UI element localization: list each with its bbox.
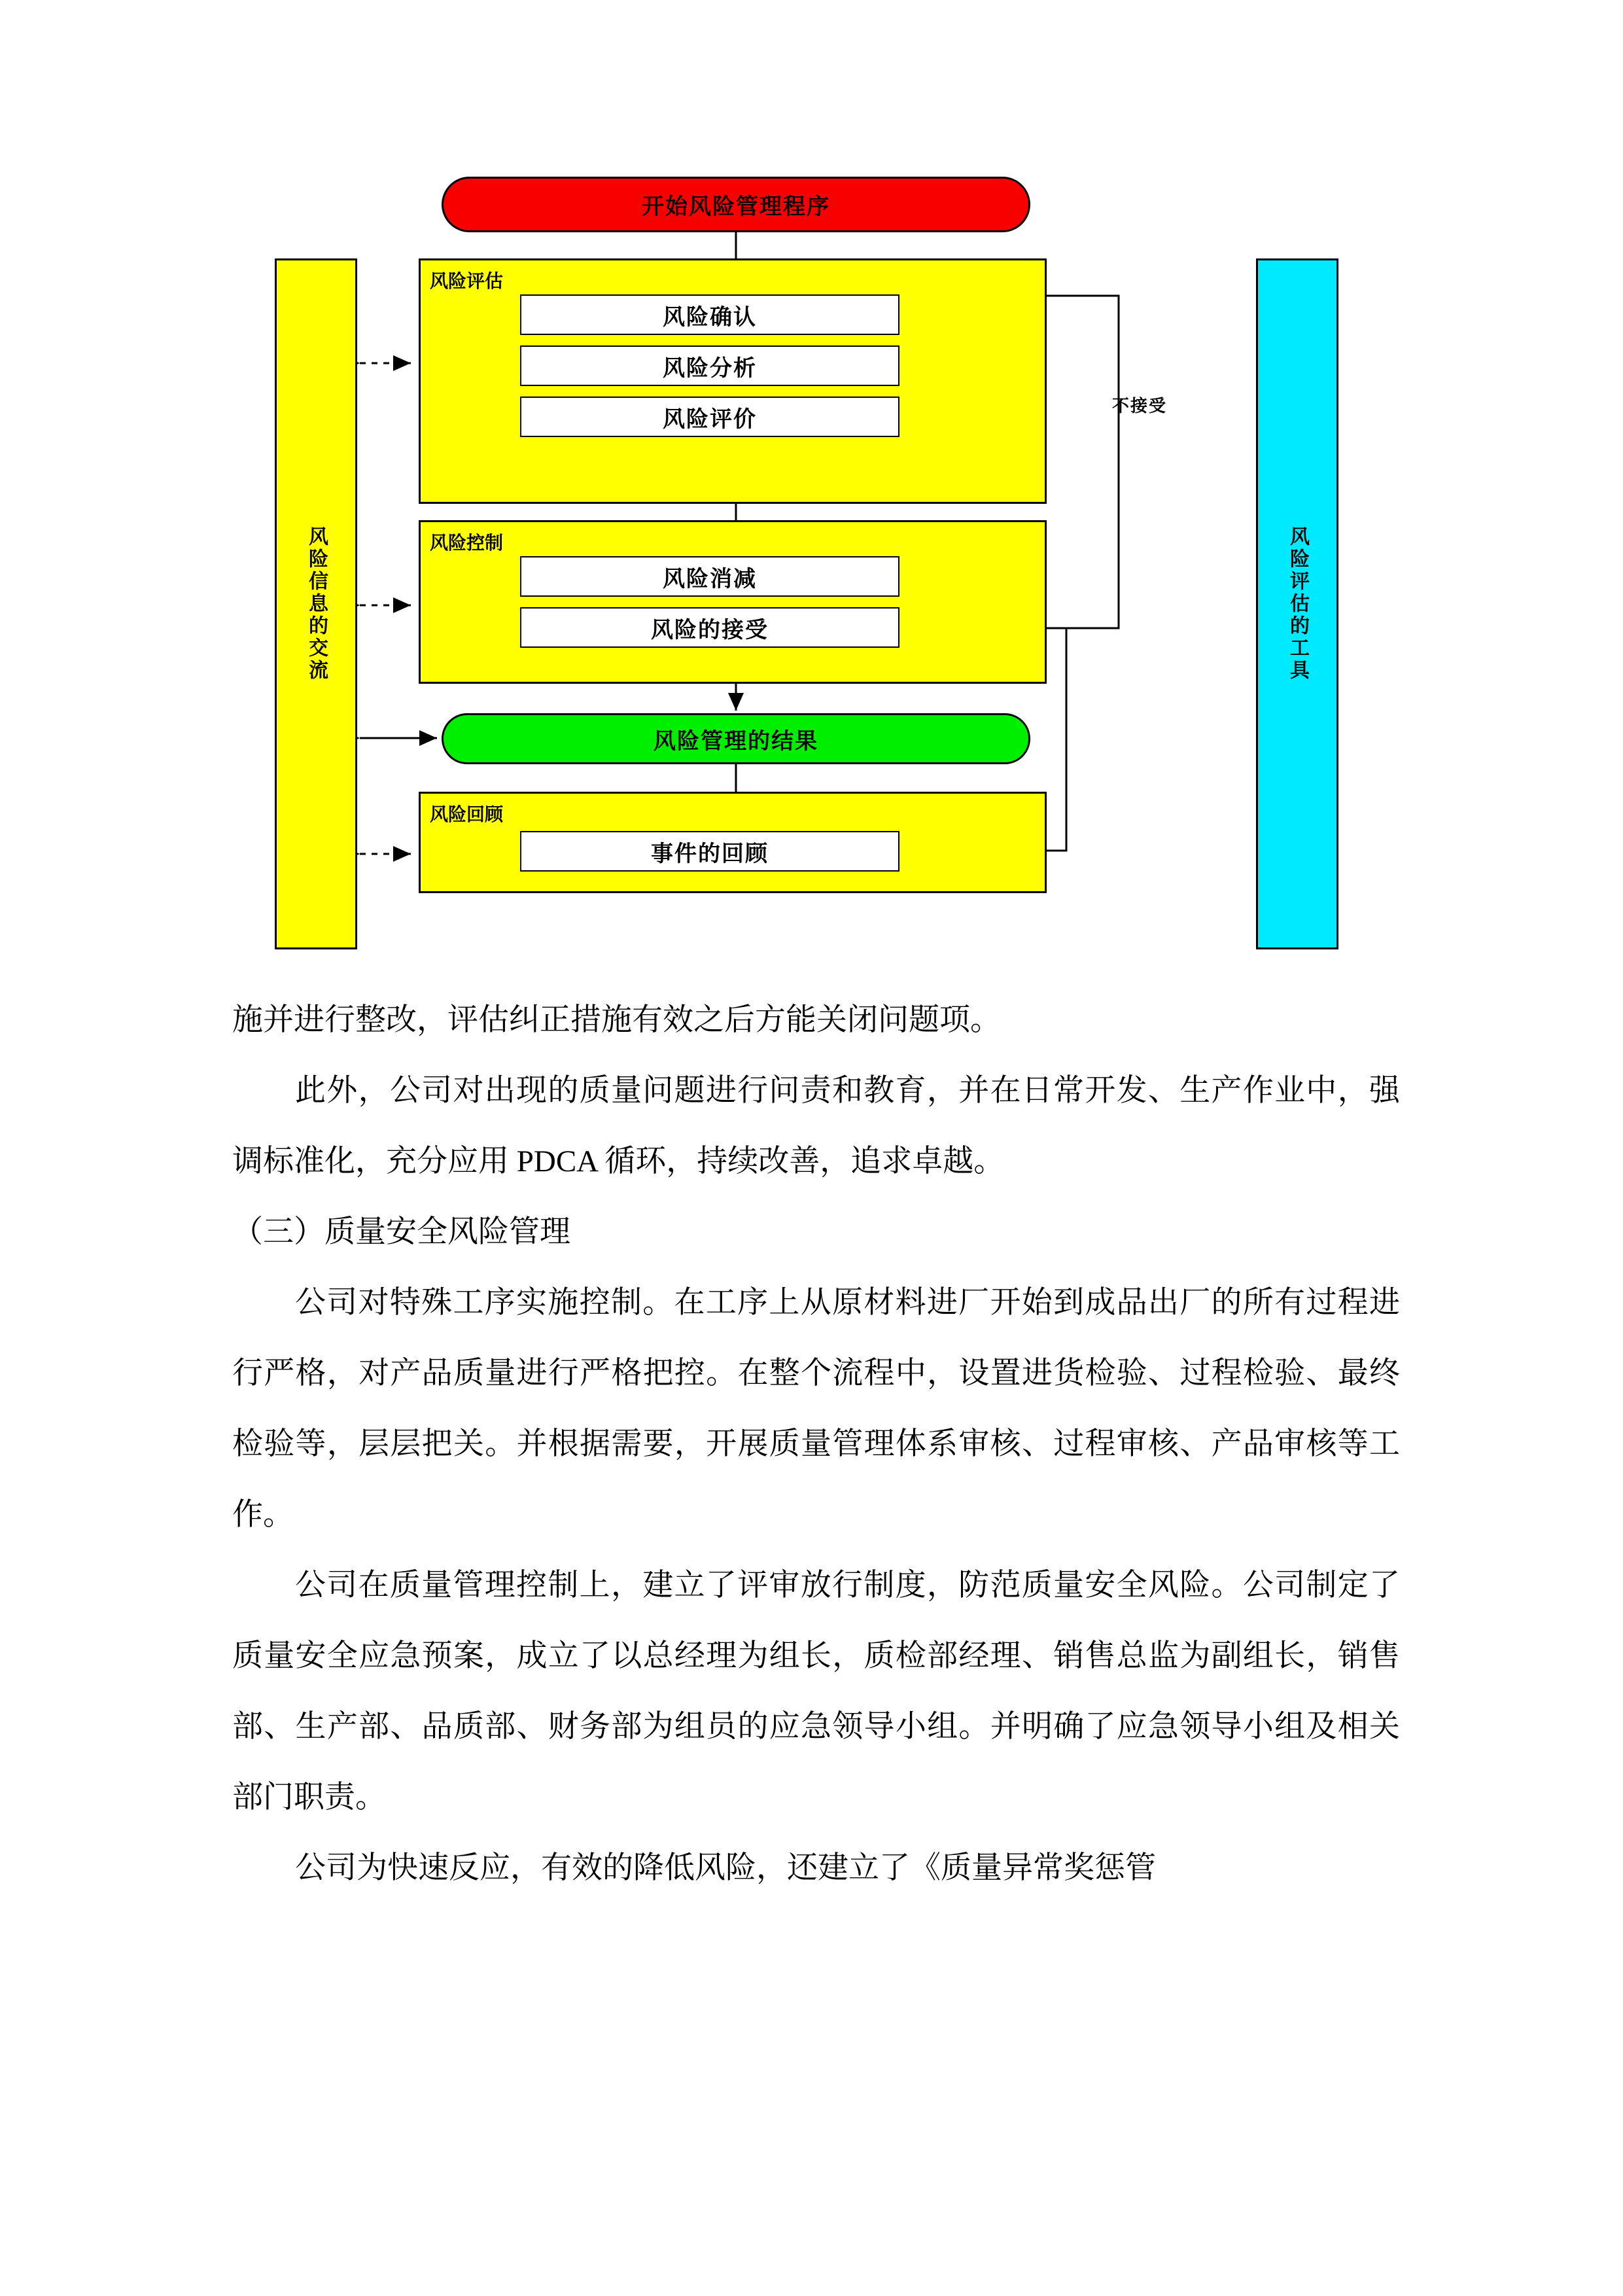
step-risk-identification: 风险确认: [520, 294, 899, 335]
paragraph: 公司为快速反应，有效的降低风险，还建立了《质量异常奖惩管: [295, 1851, 1156, 1885]
left-column-risk-communication: [275, 258, 357, 949]
body-text: [232, 985, 1400, 1903]
step-risk-reduction: 风险消减: [520, 556, 899, 597]
paragraph: 施并进行整改，评估纠正措施有效之后方能关闭问题项。: [232, 1003, 1001, 1037]
right-column-label: 风险评估的工具: [1287, 526, 1308, 682]
paragraph: 公司在质量管理控制上，建立了评审放行制度，防范质量安全风险。公司制定了质量安全应急预案，成立了以总经理为组长，质检部经理、销售总监为副组长，销售部、生产部、品质部、财务部为组员的应急领导小组。并明确了应急领导小组及相关部门职责。: [232, 1568, 1400, 1814]
paragraph: 公司对特殊工序实施控制。在工序上从原材料进厂开始到成品出厂的所有过程进行严格，对产品质量进行严格把控。在整个流程中，设置进货检验、过程检验、最终检验等，层层把关。并根据需要，开展质量管理体系审核、过程审核、产品审核等工作。: [232, 1286, 1400, 1532]
start-node: 开始风险管理程序: [442, 177, 1030, 232]
step-risk-analysis: 风险分析: [520, 345, 899, 386]
step-risk-evaluation: 风险评价: [520, 397, 899, 437]
left-column-label: 风险信息的交流: [305, 526, 327, 682]
panel-risk-control-label: 风险控制: [430, 533, 504, 553]
paragraph: 此外，公司对出现的质量问题进行问责和教育，并在日常开发、生产作业中，强调标准化，充分应用 PDCA 循环，持续改善，追求卓越。: [232, 1074, 1400, 1178]
panel-risk-control: [419, 520, 1047, 684]
step-risk-acceptance: 风险的接受: [520, 607, 899, 648]
step-event-review: 事件的回顾: [520, 831, 899, 872]
section-heading: （三）质量安全风险管理: [232, 1215, 570, 1249]
right-column-risk-assessment-tools: [1256, 258, 1338, 949]
reject-branch-label: 不接受: [1112, 396, 1168, 415]
panel-risk-review-label: 风险回顾: [430, 804, 504, 824]
result-node: 风险管理的结果: [442, 713, 1030, 764]
panel-risk-assessment-label: 风险评估: [430, 271, 504, 291]
risk-management-flowchart: [262, 177, 1374, 962]
